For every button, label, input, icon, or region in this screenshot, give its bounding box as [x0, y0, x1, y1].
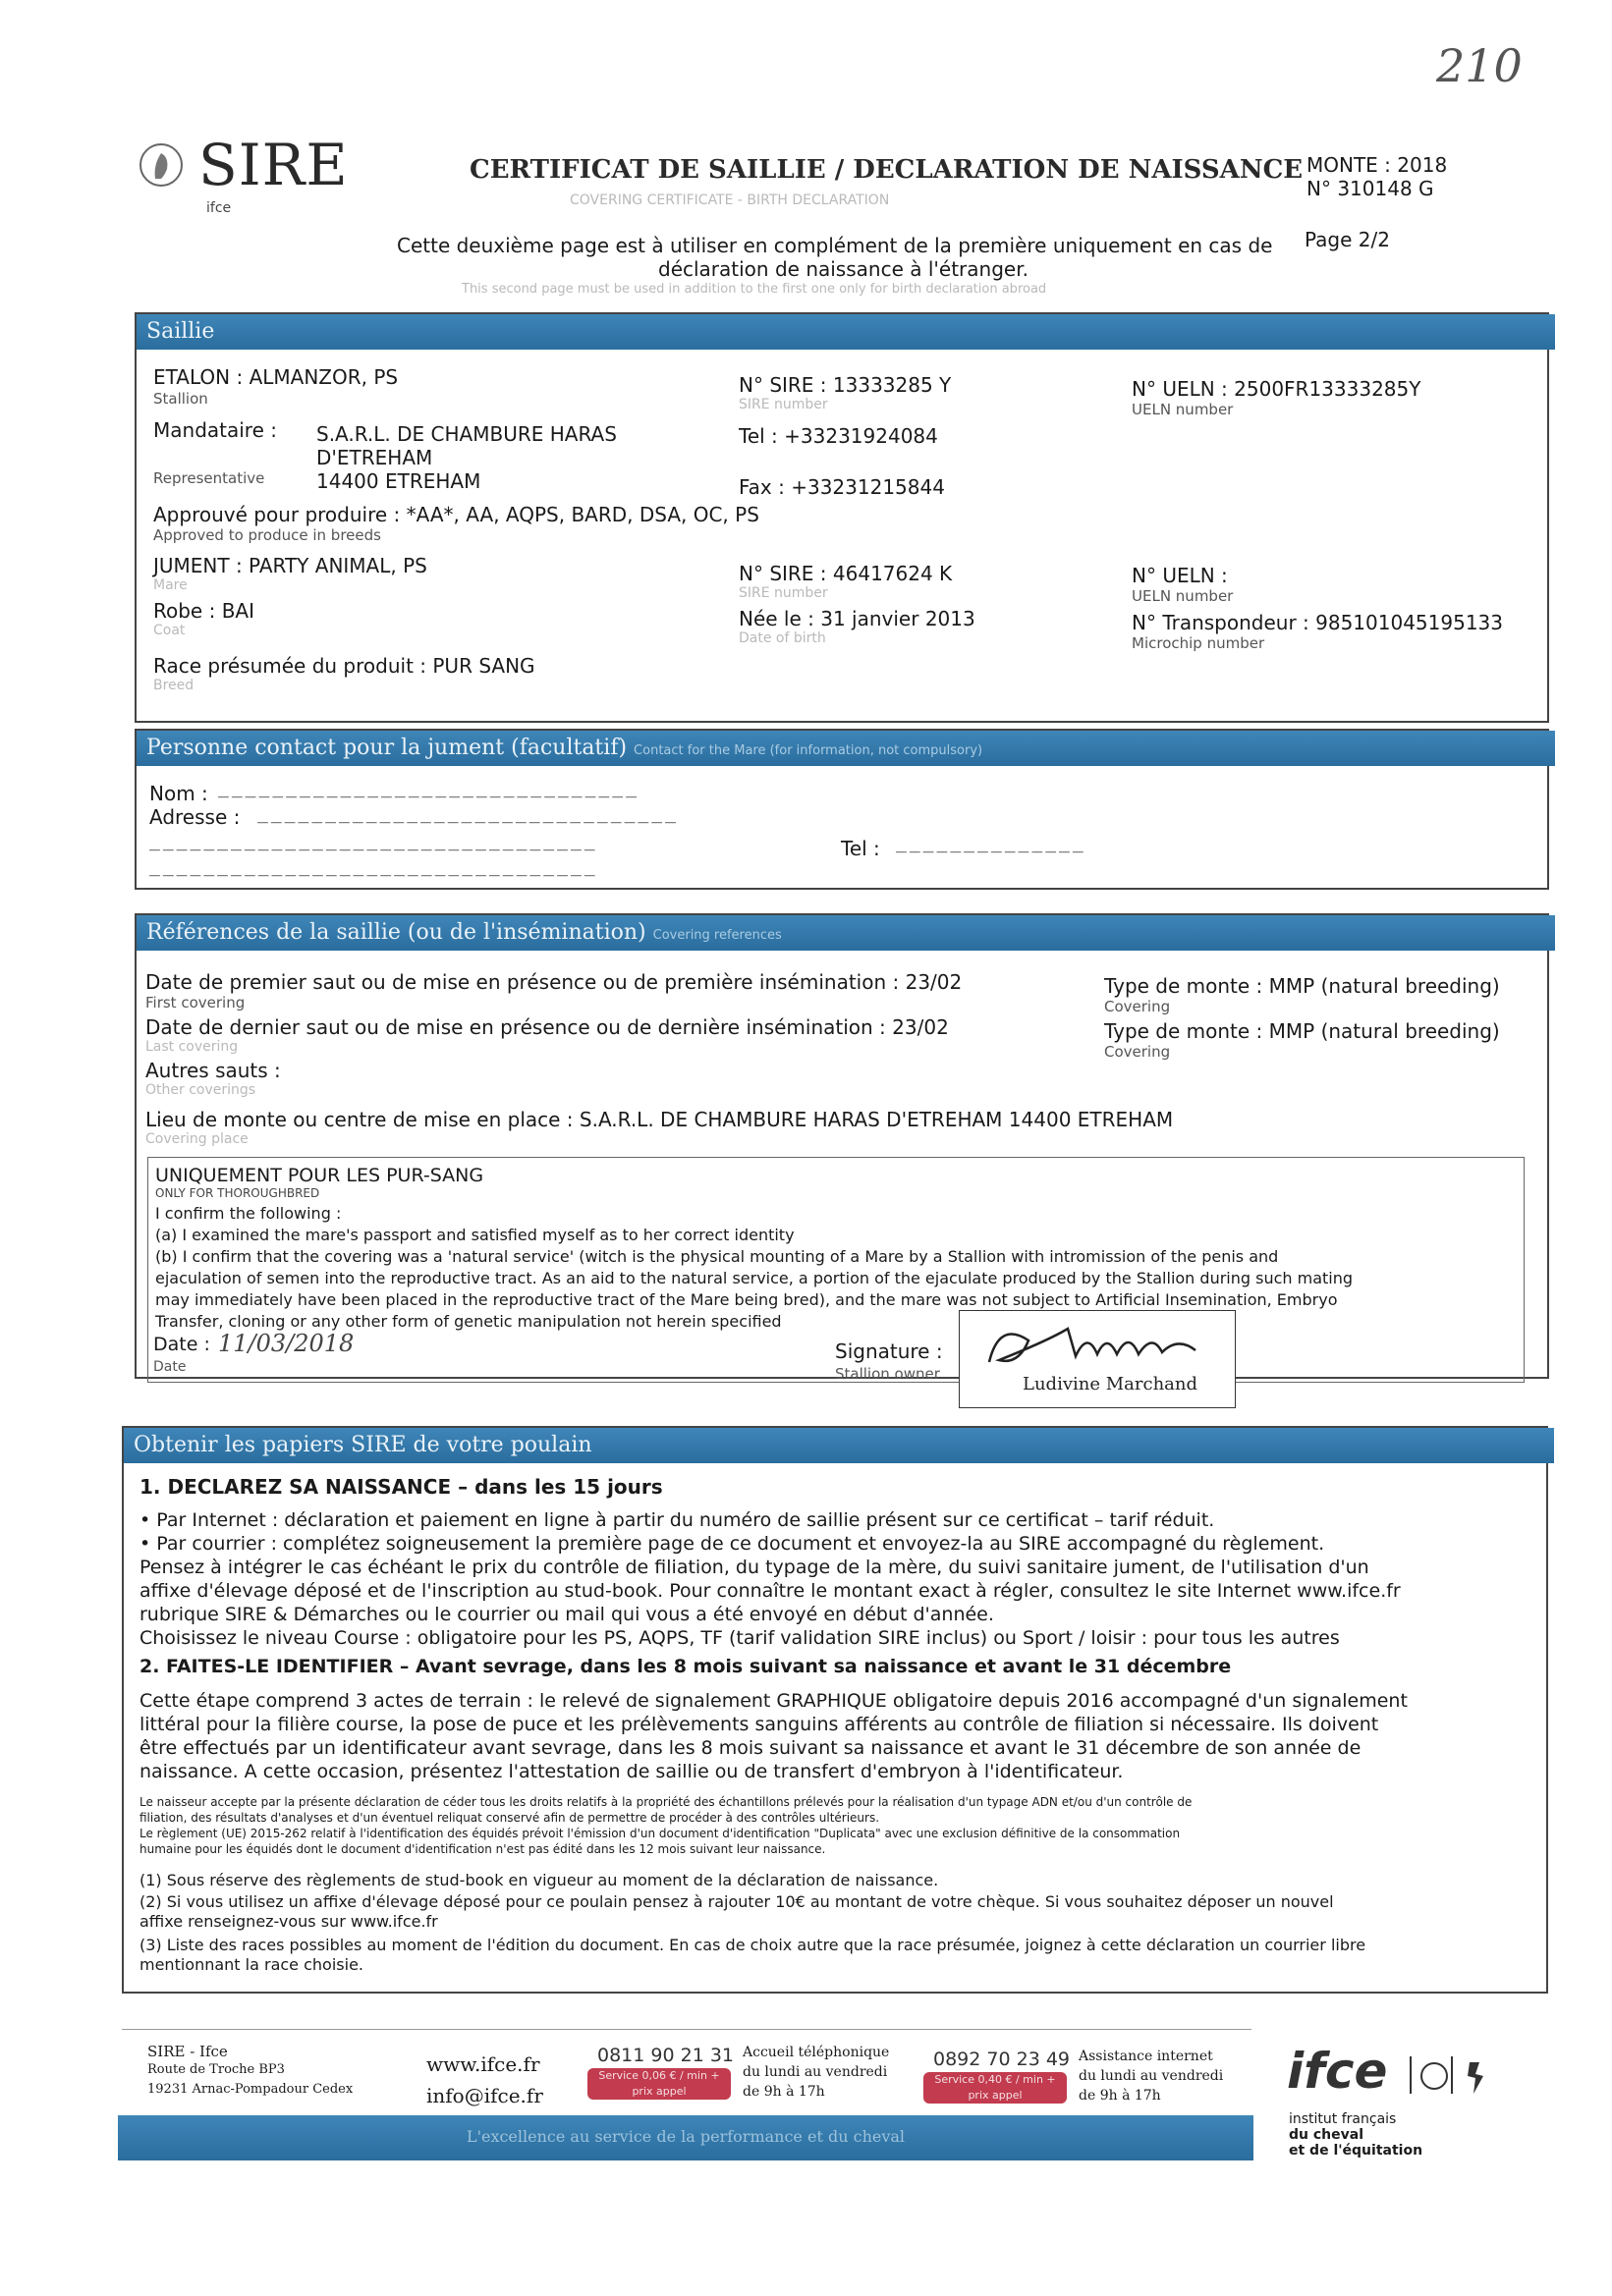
- monte-label: MONTE : 2018: [1306, 153, 1448, 177]
- transpondeur: N° Transpondeur : 985101045195133: [1132, 611, 1503, 634]
- ifce-logo-sub-3: et de l'équitation: [1289, 2143, 1423, 2159]
- contact-tel-label: Tel :: [841, 837, 880, 860]
- jument-sire-sub: SIRE number: [739, 585, 828, 601]
- papiers-s2-title: 2. FAITES-LE IDENTIFIER – Avant sevrage, dans les 8 mois suivant sa naissance et avant le 31 décembre: [139, 1656, 1232, 1677]
- papiers-footnote-1: (1) Sous réserve des règlements de stud-book en vigueur au moment de la déclaration de naissance.: [139, 1871, 939, 1889]
- intro-line-1: Cette deuxième page est à utiliser en complément de la première uniquement en cas de: [397, 234, 1273, 257]
- thoroughbred-a: (a) I examined the mare's passport and satisfied myself as to her correct identity: [155, 1226, 795, 1244]
- footer-bar-text: L'excellence au service de la performance et du cheval: [466, 2127, 906, 2146]
- papiers-note-3: Le règlement (UE) 2015-262 relatif à l'identification des équidés prévoit l'émission d'un document d'identification "Duplicata" avec une exclusion définitive de la consommation: [139, 1827, 1181, 1840]
- contact-tel-line[interactable]: ______________: [896, 833, 1086, 853]
- thoroughbred-confirm: I confirm the following :: [155, 1204, 342, 1223]
- etalon-ueln: N° UELN : 2500FR13333285Y: [1132, 377, 1421, 401]
- references-header-extra: Covering references: [652, 928, 782, 943]
- footer-phone-1-desc-1: Accueil téléphonique: [743, 2045, 890, 2060]
- approuve: Approuvé pour produire : *AA*, AA, AQPS, BARD, DSA, OC, PS: [153, 503, 759, 526]
- etalon: ETALON : ALMANZOR, PS: [153, 365, 399, 389]
- handwritten-mark: 210: [1436, 39, 1523, 92]
- saillie-header-text: Saillie: [146, 319, 215, 344]
- logo-sub: ifce: [206, 200, 232, 216]
- document-subtitle: COVERING CERTIFICATE - BIRTH DECLARATION: [570, 192, 890, 208]
- papiers-header: [124, 1428, 1554, 1463]
- nee-le-sub: Date of birth: [739, 630, 826, 646]
- footer-org-1: SIRE - Ifce: [147, 2043, 228, 2060]
- papiers-s1-l2: • Par courrier : complétez soigneusement la première page de ce document et envoyez-la au SIRE accompagné du règlement.: [139, 1533, 1325, 1555]
- papiers-s2-l1: Cette étape comprend 3 actes de terrain : le relevé de signalement GRAPHIQUE obligatoire depuis 2016 accompagné d'un signalement: [139, 1690, 1408, 1712]
- signature-label: Signature :: [835, 1339, 943, 1363]
- dernier-saut: Date de dernier saut ou de mise en présence ou de dernière insémination : 23/02: [145, 1015, 949, 1039]
- papiers-s1-l4: affixe d'élevage déposé et de l'inscription au stud-book. Pour connaître le montant exact à régler, consultez le site Internet www.ifce.fr: [139, 1580, 1401, 1602]
- contact-adresse-line-2[interactable]: _________________________________: [149, 831, 598, 851]
- signature-sub: Stallion owner: [835, 1365, 940, 1383]
- nee-le: Née le : 31 janvier 2013: [739, 607, 975, 630]
- autres-sauts-sub: Other coverings: [145, 1082, 256, 1098]
- references-header-text: Références de la saillie (ou de l'insémination): [146, 920, 646, 945]
- footer-phone-2-desc-3: de 9h à 17h: [1079, 2088, 1161, 2104]
- lieu-de-monte: Lieu de monte ou centre de mise en place : S.A.R.L. DE CHAMBURE HARAS D'ETREHAM 14400 ETREHAM: [145, 1108, 1174, 1131]
- representative-sub: Representative: [153, 469, 265, 487]
- contact-adresse-line-1[interactable]: _______________________________: [257, 803, 679, 824]
- signature-stamp: [959, 1310, 1236, 1408]
- footer-phone-1-desc-2: du lundi au vendredi: [743, 2064, 888, 2080]
- footer-rule: [122, 2029, 1251, 2030]
- signature-scribble: [960, 1311, 1235, 1380]
- etalon-fax: Fax : +33231215844: [739, 475, 945, 499]
- footer-org-2: Route de Troche BP3: [147, 2062, 285, 2077]
- papiers-s2-l4: naissance. A cette occasion, présentez l'attestation de saillie ou de transfert d'embryon à l'identificateur.: [139, 1761, 1124, 1782]
- mandataire-line-2: D'ETREHAM: [316, 446, 433, 469]
- papiers-s2-l2: littéral pour la filière course, la pose de puce et les prélèvements sanguins afférents au contrôle de filiation si nécessaire. Ils doivent: [139, 1714, 1379, 1735]
- footer-phone-2-desc-1: Assistance internet: [1079, 2049, 1213, 2064]
- thoroughbred-b1: (b) I confirm that the covering was a 'natural service' (witch is the physical mounting of a Mare by a Stallion with intromission of the penis and: [155, 1247, 1279, 1266]
- etalon-ueln-sub: UELN number: [1132, 401, 1234, 418]
- papiers-footnote-3a: (3) Liste des races possibles au moment de l'édition du document. En cas de choix autre que la race présumée, joignez à cette déclaration un courrier libre: [139, 1936, 1366, 1954]
- jument-sub: Mare: [153, 577, 188, 593]
- thoroughbred-sub: ONLY FOR THOROUGHBRED: [155, 1186, 320, 1200]
- papiers-header-text: Obtenir les papiers SIRE de votre poulain: [134, 1433, 592, 1457]
- footer-phone-2-pill: Service 0,40 € / min + prix appel: [923, 2072, 1067, 2104]
- papiers-note-1: Le naisseur accepte par la présente déclaration de céder tous les droits relatifs à la propriété des échantillons prélevés pour la réalisation d'un typage ADN et/ou d'un contrôle de: [139, 1795, 1193, 1809]
- jument-ueln-sub: UELN number: [1132, 587, 1234, 605]
- papiers-footnote-2a: (2) Si vous utilisez un affixe d'élevage déposé pour ce poulain pensez à rajouter 10€ au montant de votre chèque. Si vous souhaitez déposer un nouvel: [139, 1892, 1334, 1911]
- mandataire-label: Mandataire :: [153, 418, 277, 442]
- contact-nom-line[interactable]: _______________________________: [218, 778, 639, 798]
- etalon-tel: Tel : +33231924084: [739, 424, 938, 448]
- jument-ueln: N° UELN :: [1132, 564, 1228, 587]
- papiers-note-2: filiation, des résultats d'analyses et d'un éventuel reliquat conservé afin de permettre de procéder à des contrôles ultérieurs.: [139, 1811, 880, 1825]
- robe-sub: Coat: [153, 623, 186, 638]
- lieu-de-monte-sub: Covering place: [145, 1131, 249, 1147]
- thoroughbred-date-value[interactable]: 11/03/2018: [218, 1330, 355, 1357]
- papiers-s1-l3: Pensez à intégrer le cas échéant le prix du contrôle de filiation, du typage de la mère, du suivi sanitaire jument, de l'utilisation d'un: [139, 1557, 1369, 1578]
- contact-adresse-line-3[interactable]: _________________________________: [149, 856, 598, 877]
- mandataire-line-1: S.A.R.L. DE CHAMBURE HARAS: [316, 422, 617, 446]
- type-monte-1-sub: Covering: [1104, 998, 1171, 1015]
- papiers-s1-l6: Choisissez le niveau Course : obligatoire pour les PS, AQPS, TF (tarif validation SIRE inclus) ou Sport / loisir : pour tous les autres: [139, 1627, 1340, 1649]
- footer-bar: [118, 2115, 1253, 2160]
- footer-org-3: 19231 Arnac-Pompadour Cedex: [147, 2082, 354, 2097]
- footer-phone-2-desc-2: du lundi au vendredi: [1079, 2068, 1224, 2084]
- papiers-s1-l5: rubrique SIRE & Démarches ou le courrier ou mail qui vous a été envoyé en début d'année.: [139, 1604, 994, 1625]
- papiers-footnote-2b: affixe renseignez-vous sur www.ifce.fr: [139, 1912, 438, 1931]
- etalon-sire-sub: SIRE number: [739, 397, 828, 412]
- jument: JUMENT : PARTY ANIMAL, PS: [153, 554, 427, 577]
- type-monte-2-sub: Covering: [1104, 1043, 1171, 1061]
- contact-nom-label: Nom :: [149, 782, 208, 805]
- robe: Robe : BAI: [153, 599, 254, 623]
- footer-phone-1-pill: Service 0,06 € / min + prix appel: [587, 2068, 731, 2100]
- premier-saut-sub: First covering: [145, 994, 246, 1011]
- references-header: [137, 915, 1555, 951]
- transpondeur-sub: Microchip number: [1132, 634, 1265, 652]
- jument-sire: N° SIRE : 46417624 K: [739, 562, 953, 585]
- ifce-logo-sub-1: institut français: [1289, 2111, 1397, 2127]
- contact-adresse-label: Adresse :: [149, 805, 241, 829]
- thoroughbred-title: UNIQUEMENT POUR LES PUR-SANG: [155, 1165, 484, 1186]
- footer-phone-1-desc-3: de 9h à 17h: [743, 2084, 825, 2100]
- ifce-emblem-icon: [1409, 2054, 1497, 2098]
- thoroughbred-b3: may immediately have been placed in the reproductive tract of the Mare being bred), and the mare was not subject to Artificial Insemination, Embryo: [155, 1290, 1338, 1309]
- dernier-saut-sub: Last covering: [145, 1039, 239, 1055]
- contact-header-extra: Contact for the Mare (for information, not compulsory): [634, 743, 983, 758]
- contact-header-text: Personne contact pour la jument (facultatif): [146, 736, 628, 760]
- thoroughbred-date-label: Date :: [153, 1334, 210, 1355]
- footer-mail[interactable]: info@ifce.fr: [426, 2084, 543, 2107]
- ifce-logo-text: ifce: [1287, 2043, 1388, 2100]
- logo-text: SIRE: [198, 132, 349, 198]
- premier-saut: Date de premier saut ou de mise en présence ou de première insémination : 23/02: [145, 970, 963, 994]
- certificate-number: N° 310148 G: [1306, 177, 1434, 200]
- signature-name: Ludivine Marchand: [1023, 1374, 1198, 1394]
- race-sub: Breed: [153, 678, 195, 693]
- footer-web[interactable]: www.ifce.fr: [426, 2052, 540, 2076]
- thoroughbred-date-sub: Date: [153, 1359, 187, 1375]
- contact-header: [137, 731, 1555, 766]
- papiers-note-4: humaine pour les équidés dont le document d'identification n'est pas édité dans les 12 mois suivant leur naissance.: [139, 1842, 826, 1856]
- etalon-sub: Stallion: [153, 390, 208, 408]
- race: Race présumée du produit : PUR SANG: [153, 654, 535, 678]
- autres-sauts: Autres sauts :: [145, 1059, 281, 1082]
- intro-faint: This second page must be used in addition to the first one only for birth declaration abroad: [462, 282, 1047, 297]
- type-monte-1: Type de monte : MMP (natural breeding): [1104, 974, 1500, 998]
- sire-logo: [138, 132, 363, 224]
- saillie-header: [137, 314, 1555, 350]
- type-monte-2: Type de monte : MMP (natural breeding): [1104, 1019, 1500, 1043]
- ifce-logo-sub-2: du cheval: [1289, 2127, 1363, 2143]
- papiers-s2-l3: être effectués par un identificateur avant sevrage, dans les 8 mois suivant sa naissance et avant le 31 décembre de son année de: [139, 1737, 1362, 1759]
- document-title: CERTIFICAT DE SAILLIE / DECLARATION DE NAISSANCE: [470, 155, 1304, 185]
- ifce-logo: [1287, 2043, 1513, 2190]
- footer-phone-2[interactable]: 0892 70 23 49: [933, 2049, 1071, 2070]
- papiers-s1-l1: • Par Internet : déclaration et paiement en ligne à partir du numéro de saillie présent sur ce certificat – tarif réduit.: [139, 1509, 1215, 1531]
- thoroughbred-b4: Transfer, cloning or any other form of genetic manipulation not herein specified: [155, 1312, 782, 1331]
- papiers-s1-title: 1. DECLAREZ SA NAISSANCE – dans les 15 jours: [139, 1475, 663, 1499]
- etalon-sire: N° SIRE : 13333285 Y: [739, 373, 952, 397]
- approuve-sub: Approved to produce in breeds: [153, 526, 381, 544]
- footer-phone-1[interactable]: 0811 90 21 31: [597, 2045, 735, 2066]
- papiers-footnote-3b: mentionnant la race choisie.: [139, 1955, 363, 1974]
- thoroughbred-b2: ejaculation of semen into the reproductive tract. As an aid to the natural service, a portion of the ejaculate produced by the Stallion during such mating: [155, 1269, 1354, 1287]
- page-number: Page 2/2: [1305, 228, 1390, 251]
- mandataire-line-3: 14400 ETREHAM: [316, 469, 481, 493]
- horse-head-icon: [138, 139, 187, 194]
- intro-line-2: déclaration de naissance à l'étranger.: [658, 257, 1028, 281]
